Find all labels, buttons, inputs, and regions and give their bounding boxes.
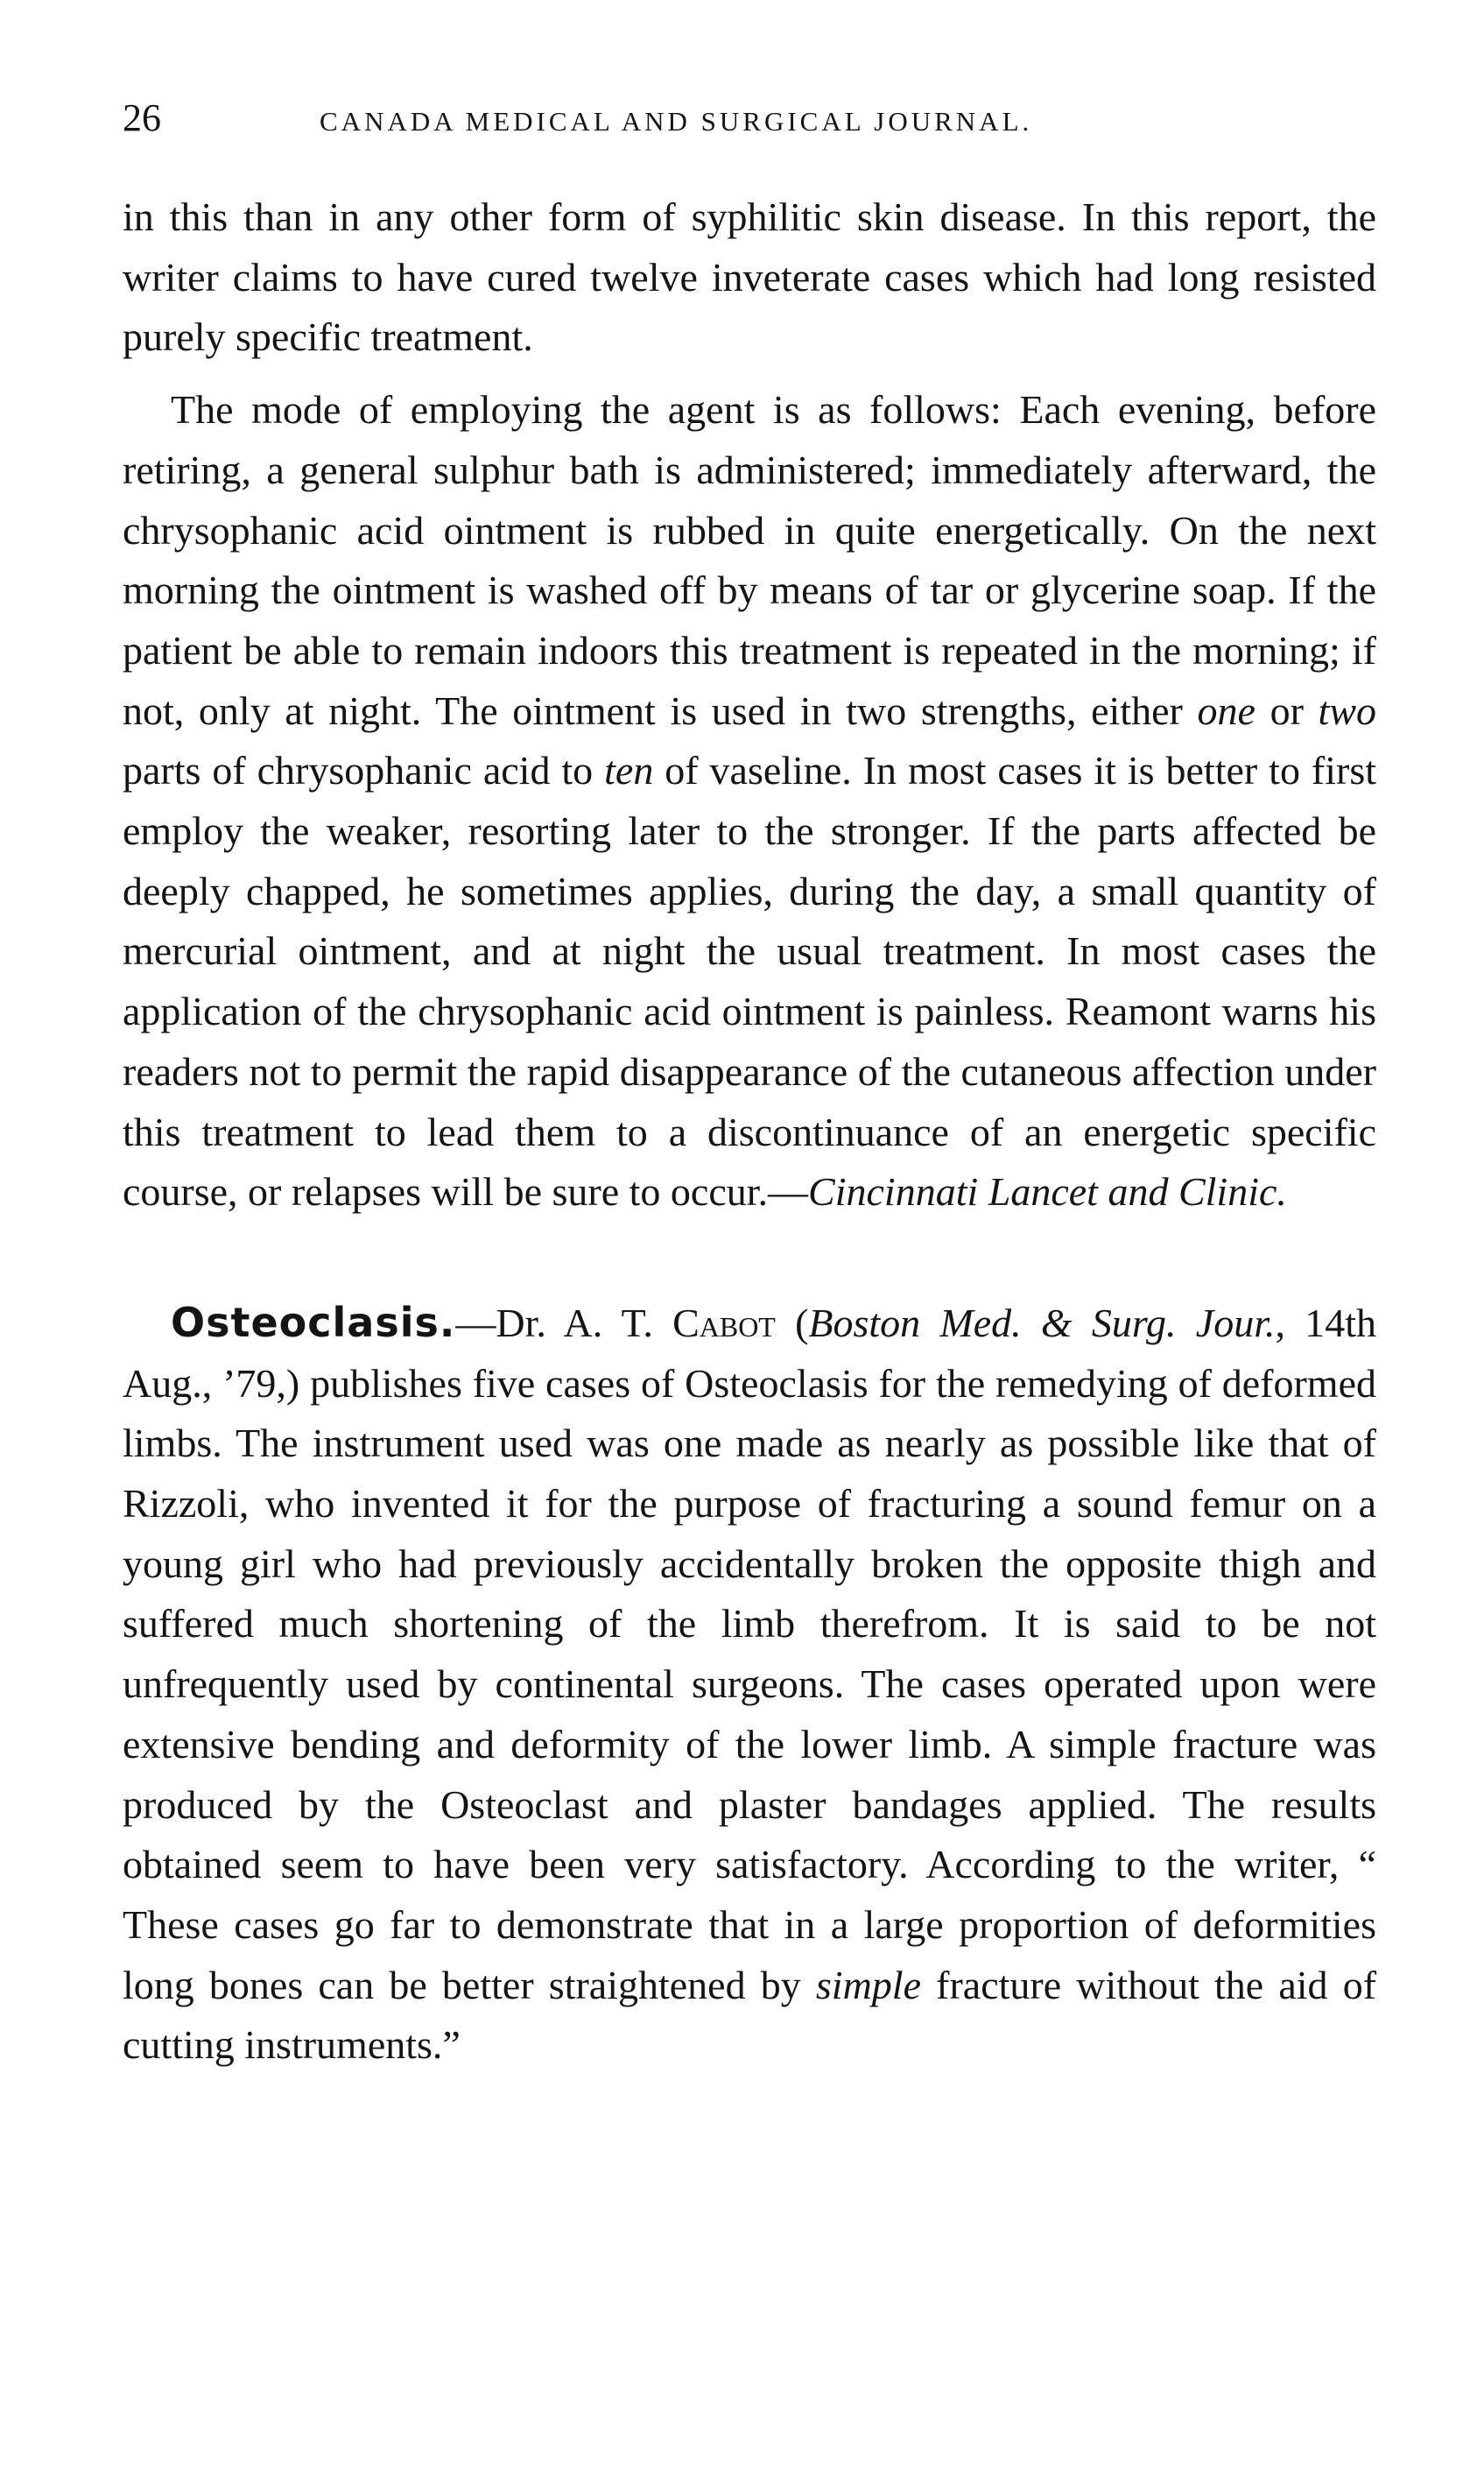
text-run: fracture without the aid of cutting instruments.” — [123, 1962, 1377, 2068]
source-journal: Boston Med. & Surg. Jour. — [808, 1300, 1276, 1345]
text-run: publishes five cases of Osteoclasis for the remedying of deformed limbs. The instrument used was one made as nearly as possible like that of Rizzoli, who invented it for the purpose of fracturing a sound femur on a young girl who had previously accidentally broken the opposite thigh and suffered much shortening of the limb therefrom. It is said to be not unfrequently used by continental surgeons. The cases operated upon were extensive bending and deformity of the lower limb. A simple fracture was produced by the Osteoclast and plaster bandages applied. The results obtained seem to have been very satisfactory. According to the writer, “ These cases go far to demonstrate that in a large proportion of deformities long bones can be better straightened by — [123, 1360, 1376, 2007]
italic-word: two — [1318, 687, 1377, 733]
italic-word: one — [1197, 687, 1255, 733]
journal-page — [123, 88, 1376, 2076]
text-run: The mode of employing the agent is as follows: Each evening, before retiring, a general sulphur bath is administered; immediately afterward, the chrysophanic acid ointment is rubbed in quite energetically. On the next morning the ointment is washed off by means of tar or glycerine soap. If the patient be able to remain indoors this treatment is repeated in the morning; if not, only at night. The ointment is used in two strengths, either — [123, 387, 1376, 733]
article-heading: Osteoclasis. — [171, 1298, 456, 1346]
continuation-paragraph: in this than in any other form of syphilitic skin disease. In this report, the writer claims to have cured twelve inveterate cases which had long resisted purely specific treatment. — [123, 194, 1376, 360]
author-prefix: Dr. A. T. — [496, 1300, 653, 1345]
text-run: parts of chrysophanic acid to — [123, 748, 594, 793]
italic-word: simple — [815, 1962, 922, 2007]
page-number: 26 — [123, 96, 161, 139]
source-date: , 14th Aug., ’79,) — [123, 1300, 1376, 1406]
source-citation: Cincinnati Lancet and Clinic. — [808, 1169, 1287, 1215]
running-head — [123, 88, 1376, 154]
journal-title: CANADA MEDICAL AND SURGICAL JOURNAL. — [320, 106, 1033, 137]
treatment-mode-paragraph — [123, 380, 1376, 1223]
author-surname: Cabot — [672, 1300, 776, 1345]
open-paren: ( — [775, 1300, 809, 1345]
heading-dash: — — [455, 1300, 496, 1345]
text-run: or — [1269, 687, 1304, 733]
italic-word: ten — [604, 748, 654, 793]
text-run: of vaseline. In most cases it is better to first employ the weaker, resorting later to the stronger. If the parts affected be deeply chapped, he sometimes applies, during the day, a small quantity of mercurial ointment, and at night the usual treatment. In most cases the application of the chrysophanic acid ointment is painless. Reamont warns his readers not to permit the rapid disappearance of the cutaneous affection under this treatment to lead them to a discontinuance of an energetic specific course, or relapses will be sure to occur.— — [123, 748, 1377, 1215]
osteoclasis-article — [123, 1293, 1376, 2076]
